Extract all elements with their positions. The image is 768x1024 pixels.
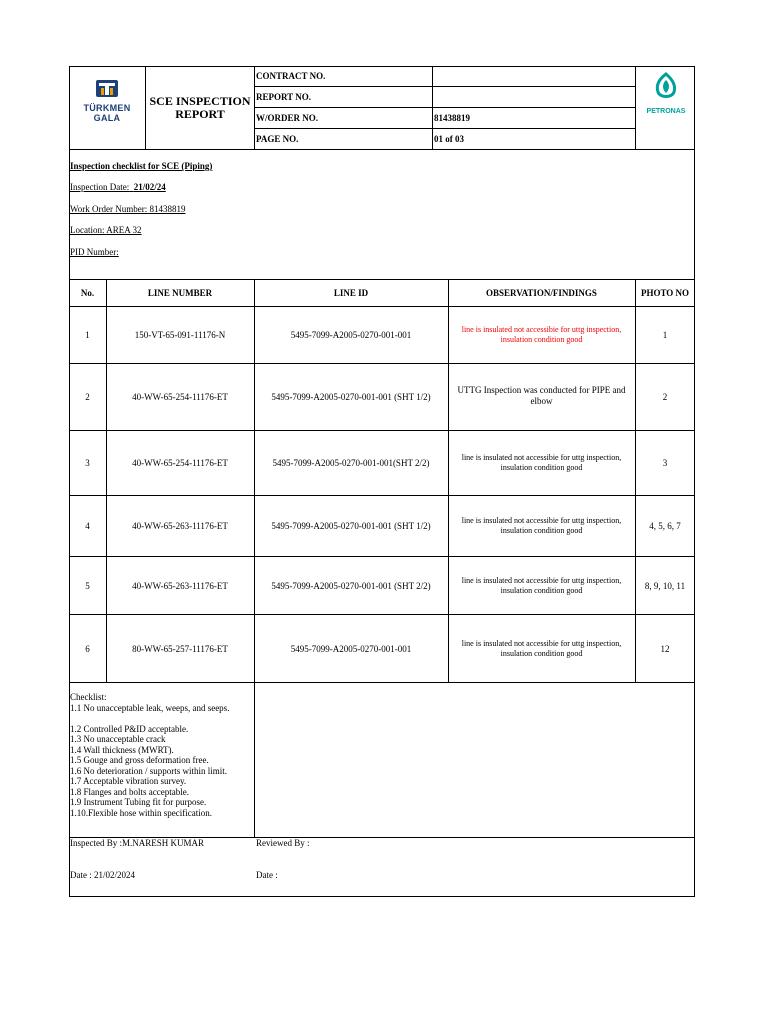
petronas-logo bbox=[637, 72, 695, 117]
table-row-6-photo: 12 bbox=[660, 643, 670, 654]
checklist-title: Inspection checklist for SCE (Piping) bbox=[70, 161, 213, 171]
reviewed-by: Reviewed By : bbox=[256, 838, 310, 848]
table-row-6-line-id: 5495-7099-A2005-0270-001-001 bbox=[290, 643, 412, 654]
table-row-3-photo: 3 bbox=[662, 458, 668, 468]
table-row-4-no: 4 bbox=[85, 521, 90, 531]
turkmengala-emblem-icon bbox=[72, 78, 142, 98]
checklist-item: 1.9 Instrument Tubing fit for purpose. bbox=[70, 797, 207, 807]
checklist-item: 1.2 Controlled P&ID acceptable. bbox=[70, 723, 189, 734]
location: Location: AREA 32 bbox=[70, 225, 142, 235]
turkmengala-logo bbox=[72, 78, 142, 128]
table-row-6-observation: line is insulated not accessibie for uttg inspection, insulation condition good bbox=[461, 638, 622, 658]
col-header-line-number: LINE NUMBER bbox=[147, 288, 213, 298]
table-row-4-observation: line is insulated not accessibie for uttg inspection, insulation condition good bbox=[461, 516, 622, 535]
table-row-3-no: 3 bbox=[85, 458, 90, 468]
table-row-4-photo: 4, 5, 6, 7 bbox=[649, 521, 681, 531]
logo-line-2: GALA bbox=[93, 113, 121, 123]
table-row-6-line-number: 80-WW-65-257-11176-ET bbox=[132, 643, 228, 654]
table-row-4-line-id: 5495-7099-A2005-0270-001-001 (SHT 1/2) bbox=[271, 521, 431, 531]
table-row-3-line-id: 5495-7099-A2005-0270-001-001(SHT 2/2) bbox=[272, 458, 430, 468]
inspection-date-value: 21/02/24 bbox=[133, 182, 166, 192]
work-order-number-value: 81438819 bbox=[149, 204, 186, 214]
work-order-number: Work Order Number: 81438819 bbox=[70, 204, 186, 214]
table-row-1-line-id: 5495-7099-A2005-0270-001-001 bbox=[290, 330, 412, 340]
page-no-value: 01 of 03 bbox=[434, 134, 464, 144]
location-value: AREA 32 bbox=[106, 225, 142, 235]
table-row-3-line-number: 40-WW-65-254-11176-ET bbox=[132, 458, 228, 468]
pid-number: PID Number: bbox=[70, 247, 119, 257]
checklist-heading: Checklist: bbox=[70, 692, 107, 702]
checklist-item: 1.4 Wall thickness (MWRT). bbox=[70, 744, 174, 755]
table-row-5-photo: 8, 9, 10, 11 bbox=[644, 580, 686, 591]
checklist-item: 1.1 No unacceptable leak, weeps, and seeps. bbox=[70, 702, 230, 713]
table-row-5-line-id: 5495-7099-A2005-0270-001-001 (SHT 2/2) bbox=[271, 580, 431, 591]
table-row-5-no: 5 bbox=[85, 580, 90, 591]
petronas-text: PETRONAS bbox=[646, 108, 686, 115]
contract-no-label: CONTRACT NO. bbox=[256, 71, 326, 81]
table-row-1-line-number: 150-VT-65-091-11176-N bbox=[134, 330, 226, 340]
checklist-item: 1.6 No deterioration / supports within limit. bbox=[70, 765, 227, 776]
col-header-photo-no: PHOTO NO bbox=[640, 288, 690, 298]
checklist-item: 1.10.Flexible hose within specification. bbox=[70, 807, 212, 818]
page-no-label: PAGE NO. bbox=[256, 134, 299, 144]
inspected-by: Inspected By :M.NARESH KUMAR bbox=[70, 838, 204, 848]
col-header-no: No. bbox=[80, 288, 95, 298]
col-header-line-id: LINE ID bbox=[333, 288, 369, 298]
checklist-spacer bbox=[70, 713, 254, 724]
report-title: SCE INSPECTION REPORT bbox=[149, 93, 251, 121]
inspection-date: Inspection Date: 21/02/24 bbox=[70, 182, 166, 192]
petronas-emblem-icon bbox=[651, 72, 681, 102]
work-order-value: 81438819 bbox=[434, 113, 470, 123]
checklist-item: 1.7 Acceptable vibration survey. bbox=[70, 776, 187, 786]
table-row-6-no: 6 bbox=[85, 643, 90, 654]
checklist-item: 1.3 No unacceptable crack bbox=[70, 734, 166, 744]
work-order-label: W/ORDER NO. bbox=[256, 113, 319, 123]
checklist bbox=[70, 692, 254, 818]
report-no-label: REPORT NO. bbox=[256, 92, 312, 102]
table-row-2-observation: UTTG Inspection was conducted for PIPE and elbow bbox=[457, 385, 626, 406]
logo-line-1: TÜRKMEN bbox=[83, 103, 131, 113]
table-row-2-line-id: 5495-7099-A2005-0270-001-001 (SHT 1/2) bbox=[271, 392, 431, 402]
table-row-4-line-number: 40-WW-65-263-11176-ET bbox=[132, 521, 228, 531]
table-row-1-photo: 1 bbox=[662, 330, 668, 340]
table-row-2-no: 2 bbox=[85, 392, 90, 402]
table-row-3-observation: line is insulated not accessibie for uttg inspection, insulation condition good bbox=[461, 453, 622, 472]
checklist-item: 1.5 Gouge and gross deformation free. bbox=[70, 755, 209, 765]
table-row-2-line-number: 40-WW-65-254-11176-ET bbox=[132, 392, 228, 402]
inspected-date: Date : 21/02/2024 bbox=[70, 870, 135, 880]
table-row-2-photo: 2 bbox=[662, 392, 668, 402]
reviewed-date: Date : bbox=[256, 870, 278, 880]
table-row-1-observation: line is insulated not accessibie for uttg inspection, insulation condition good bbox=[461, 325, 622, 344]
checklist-item: 1.8 Flanges and bolts acceptable. bbox=[70, 786, 189, 797]
col-header-observation: OBSERVATION/FINDINGS bbox=[486, 288, 597, 298]
table-row-5-line-number: 40-WW-65-263-11176-ET bbox=[132, 580, 228, 591]
table-row-5-observation: line is insulated not accessibie for uttg inspection, insulation condition good bbox=[461, 575, 622, 595]
table-row-1-no: 1 bbox=[85, 330, 90, 340]
